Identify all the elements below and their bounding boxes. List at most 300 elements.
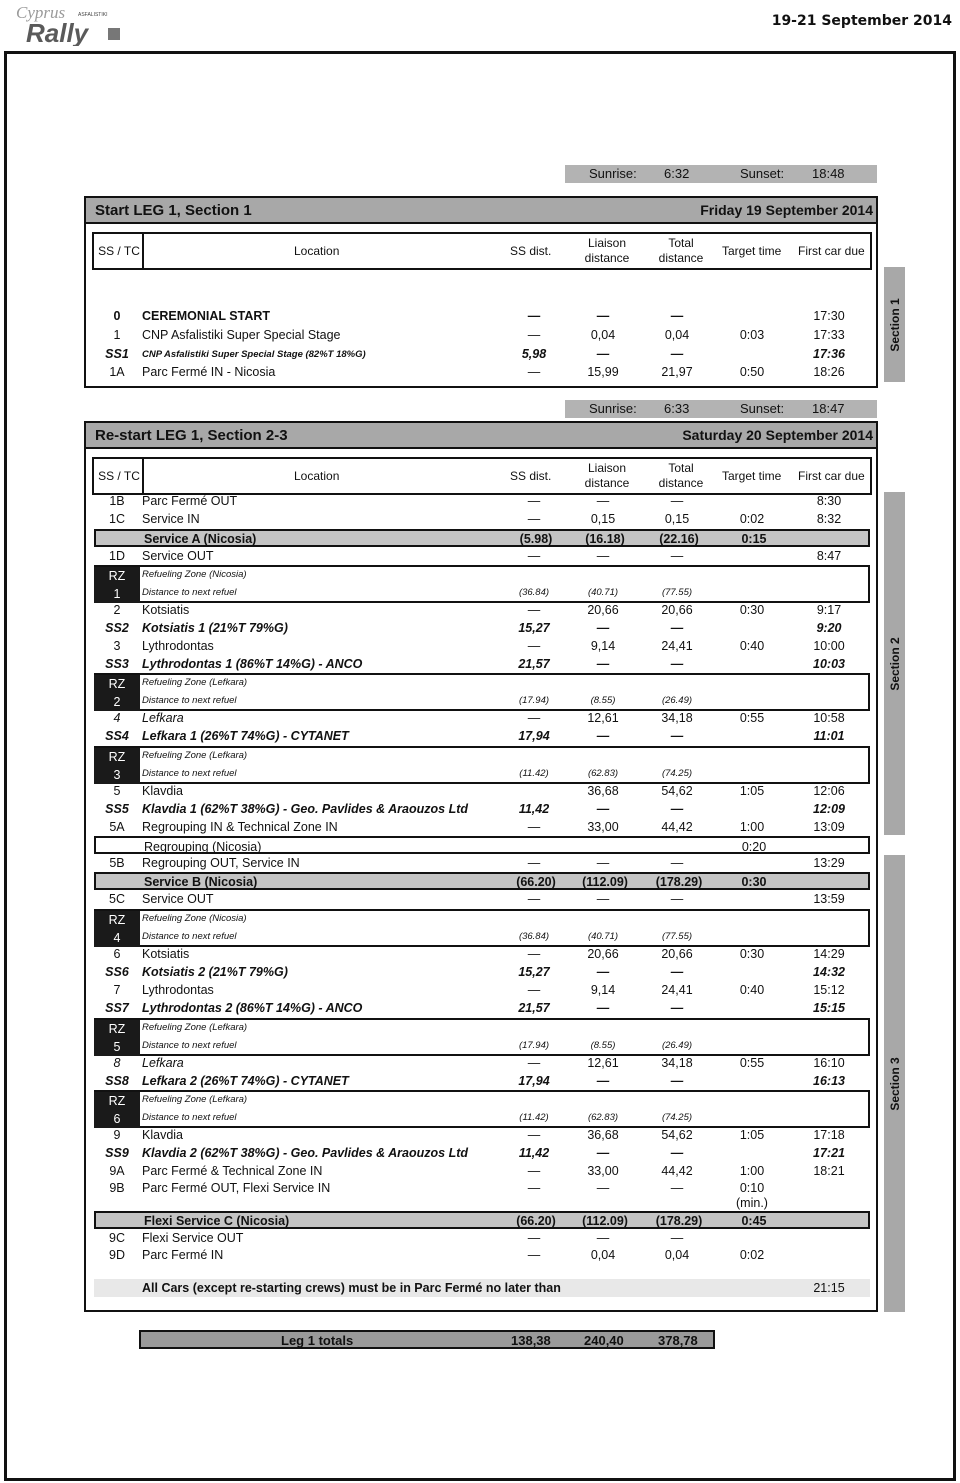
cell-ss: 17,94 — [518, 1074, 550, 1088]
sunrise-time: 6:33 — [664, 401, 690, 416]
cell-li: 12,61 — [587, 711, 619, 725]
cell-fc: 13:09 — [813, 820, 845, 834]
cell-fc: 10:58 — [813, 711, 845, 725]
totals-total: 378,78 — [658, 1333, 698, 1348]
cell-li: (40.71) — [587, 931, 619, 942]
cell-ss: (36.84) — [518, 931, 550, 942]
totals-liaison: 240,40 — [584, 1333, 624, 1348]
logo-sponsor: ASFALISTIKI — [78, 12, 108, 18]
cell-to: 24,41 — [661, 639, 693, 653]
cell-loc: Lythrodontas — [142, 639, 214, 653]
sunrise-label: Sunrise: — [589, 401, 637, 416]
note-text: All Cars (except re-starting crews) must be in Parc Fermé no later than — [142, 1281, 561, 1295]
cell-to: — — [670, 1181, 684, 1195]
cell-loc: Distance to next refuel — [142, 695, 237, 706]
cell-li: — — [596, 802, 610, 816]
cell-li: 20,66 — [587, 603, 619, 617]
cell-to: 54,62 — [661, 1128, 693, 1142]
cell-to: — — [670, 892, 684, 906]
cell-ss: — — [527, 494, 541, 508]
cell-tg: 0:30 — [741, 875, 767, 889]
cell-loc: Kotsiatis 2 (21%T 79%G) — [142, 965, 288, 979]
cell-fc: 8:47 — [816, 549, 842, 563]
cell-to: 0,15 — [664, 512, 690, 526]
cell-tg: 1:05 — [739, 1128, 765, 1142]
cell-no: RZ — [94, 1092, 140, 1110]
cell-loc: Klavdia — [142, 784, 183, 798]
table-row-stage — [94, 963, 870, 981]
refuel-row — [94, 691, 870, 709]
cell-no: 9B — [109, 1181, 125, 1195]
table-row — [94, 547, 870, 565]
column-header — [92, 232, 872, 270]
note-row — [94, 1279, 870, 1297]
cell-ss: — — [527, 603, 541, 617]
cell-fc: 10:03 — [813, 657, 845, 671]
cell-to: (26.49) — [661, 1040, 693, 1051]
cell-ss: 15,27 — [518, 621, 550, 635]
cell-li: — — [596, 892, 610, 906]
cell-ss: — — [527, 1056, 541, 1070]
sunrise-label: Sunrise: — [589, 166, 637, 181]
cell-no: RZ — [94, 911, 140, 929]
section-title: Start LEG 1, Section 1 — [95, 202, 252, 219]
cell-li: 9,14 — [590, 639, 616, 653]
cell-tg: 0:40 — [739, 639, 765, 653]
cell-fc: 15:12 — [813, 983, 845, 997]
column-header — [92, 457, 872, 495]
table-row — [94, 637, 870, 655]
cell-loc: Service OUT — [142, 892, 214, 906]
service-row — [94, 1211, 870, 1229]
cell-ss: 21,57 — [518, 657, 550, 671]
sunset-time: 18:47 — [812, 401, 845, 416]
cell-no: RZ — [94, 567, 140, 585]
cell-li: — — [596, 965, 610, 979]
table-row — [94, 1194, 870, 1212]
cell-tg: 1:00 — [739, 820, 765, 834]
cell-no: 5 — [113, 784, 121, 798]
cell-li: 0,15 — [590, 512, 616, 526]
cell-tg: 0:02 — [739, 512, 765, 526]
cell-ss: — — [527, 1248, 541, 1262]
cell-to: (74.25) — [661, 1112, 693, 1123]
refuel-row — [94, 1036, 870, 1054]
cell-loc: Klavdia 2 (62%T 38%G) - Geo. Pavlides & Araouzos Ltd — [142, 1146, 469, 1160]
table-row — [94, 1054, 870, 1072]
cell-to: (74.25) — [661, 768, 693, 779]
table-row-stage: SS1 CNP Asfalistiki Super Special Stage (82%T 18%G) 5,98 — — 17:36 — [105, 347, 845, 361]
refuel-row — [94, 1090, 870, 1108]
section-title-bar — [86, 198, 876, 224]
cell-to: — — [670, 1001, 684, 1015]
cell-no: 2 — [113, 603, 121, 617]
cell-to: 34,18 — [661, 1056, 693, 1070]
cell-fc: 15:15 — [813, 1001, 845, 1015]
cell-loc: Lefkara 1 (26%T 74%G) - CYTANET — [142, 729, 349, 743]
cell-loc: Kotsiatis — [142, 603, 190, 617]
cell-ss: 15,27 — [518, 965, 550, 979]
table-row — [94, 836, 870, 854]
cell-ss: — — [527, 1231, 541, 1245]
service-row — [94, 872, 870, 890]
cell-to: — — [670, 1231, 684, 1245]
cell-no: 6 — [113, 947, 121, 961]
cell-loc: Service OUT — [142, 549, 214, 563]
cell-tg: (min.) — [736, 1196, 768, 1210]
cell-no: RZ — [94, 748, 140, 766]
cell-to: (77.55) — [661, 931, 693, 942]
cell-fc: 13:29 — [813, 856, 845, 870]
cell-to: (26.49) — [661, 695, 693, 706]
event-date: 19-21 September 2014 — [771, 13, 952, 29]
cell-to: — — [670, 729, 684, 743]
cell-fc: 10:00 — [813, 639, 845, 653]
col-total: Total distance — [658, 236, 704, 265]
cell-ss: (11.42) — [519, 768, 549, 779]
table-row-stage — [94, 655, 870, 673]
cell-to: — — [670, 494, 684, 508]
cell-fc: 8:30 — [816, 494, 842, 508]
cell-ss: — — [527, 711, 541, 725]
cell-no: SS6 — [105, 965, 129, 979]
cell-loc: Distance to next refuel — [142, 587, 237, 598]
col-sstc: SS / TC — [98, 244, 140, 258]
refuel-row — [94, 746, 870, 764]
cell-no: 5 — [94, 1038, 140, 1056]
cell-fc: 11:01 — [813, 729, 845, 743]
cell-fc: 14:32 — [813, 965, 845, 979]
cell-to: 20,66 — [661, 603, 693, 617]
cell-loc: Distance to next refuel — [142, 1112, 237, 1123]
cell-loc: Kotsiatis 1 (21%T 79%G) — [142, 621, 288, 635]
table-row — [94, 1229, 870, 1247]
cell-li: — — [596, 1001, 610, 1015]
cell-ss: — — [527, 892, 541, 906]
cell-tg: 0:55 — [739, 1056, 765, 1070]
refuel-row — [94, 673, 870, 691]
cell-tg: 0:20 — [741, 840, 767, 854]
cell-no: 9C — [109, 1231, 125, 1245]
cell-tg: 0:15 — [741, 532, 767, 546]
col-location: Location — [294, 244, 340, 258]
cell-fc: 13:59 — [813, 892, 845, 906]
cell-ss: (5.98) — [519, 532, 553, 546]
table-row — [94, 492, 870, 510]
cell-no: 2 — [94, 693, 140, 711]
cell-to: 24,41 — [661, 983, 693, 997]
cell-to: (77.55) — [661, 587, 693, 598]
cell-loc: Lefkara — [142, 711, 184, 725]
cell-no: 7 — [113, 983, 121, 997]
table-row — [94, 945, 870, 963]
cell-li: — — [596, 1074, 610, 1088]
cell-loc: Lythrodontas 2 (86%T 14%G) - ANCO — [142, 1001, 363, 1015]
sunset-label: Sunset: — [740, 166, 785, 181]
col-total: Total distance — [658, 461, 704, 490]
cell-no: 5C — [109, 892, 125, 906]
cell-to: — — [670, 1074, 684, 1088]
table-row-stage — [94, 800, 870, 818]
cell-ss: (11.42) — [519, 1112, 549, 1123]
section-tab: Section 1 — [884, 267, 905, 382]
cell-fc: 9:20 — [816, 621, 842, 635]
section-day: Friday 19 September 2014 — [700, 202, 873, 218]
cyprus-rally-logo — [14, 2, 124, 46]
cell-li: (62.83) — [587, 1112, 619, 1123]
refuel-row — [94, 1108, 870, 1126]
cell-li: (40.71) — [587, 587, 619, 598]
table-row: 0 CEREMONIAL START — — — 17:30 — [113, 309, 845, 323]
cell-ss: 11,42 — [518, 1146, 550, 1160]
service-row — [94, 529, 870, 547]
table-row — [94, 782, 870, 800]
cell-no: 4 — [94, 929, 140, 947]
cell-no: 3 — [113, 639, 121, 653]
cell-to: — — [670, 657, 684, 671]
cell-tg: 0:40 — [739, 983, 765, 997]
cell-ss: 21,57 — [518, 1001, 550, 1015]
cell-li: — — [596, 494, 610, 508]
cell-fc: 14:29 — [813, 947, 845, 961]
table-row — [94, 854, 870, 872]
cell-li: — — [596, 729, 610, 743]
cell-loc: Parc Fermé OUT, Flexi Service IN — [142, 1181, 331, 1195]
cell-no: SS8 — [105, 1074, 129, 1088]
table-row — [94, 510, 870, 528]
table-row — [94, 1162, 870, 1180]
cell-li: — — [596, 856, 610, 870]
cell-to: — — [670, 856, 684, 870]
cell-tg: 1:00 — [739, 1164, 765, 1178]
cell-no: 1B — [109, 494, 125, 508]
col-liaison: Liaison distance — [584, 236, 630, 265]
cell-li: (62.83) — [587, 768, 619, 779]
cell-to: — — [670, 802, 684, 816]
cell-no: 9A — [109, 1164, 125, 1178]
cell-loc: Parc Fermé OUT — [142, 494, 238, 508]
cell-loc: Parc Fermé & Technical Zone IN — [142, 1164, 323, 1178]
cell-loc: Regrouping (Nicosia) — [144, 840, 262, 854]
cell-no: 9 — [113, 1128, 121, 1142]
cell-loc: Refueling Zone (Lefkara) — [142, 750, 248, 761]
cell-fc: 18:21 — [813, 1164, 845, 1178]
cell-fc: 12:09 — [813, 802, 845, 816]
note-time: 21:15 — [813, 1281, 845, 1295]
table-row — [94, 818, 870, 836]
sun-times-bar — [565, 165, 877, 183]
cell-li: 0,04 — [590, 1248, 616, 1262]
cell-no: SS5 — [105, 802, 129, 816]
cell-no: SS3 — [105, 657, 129, 671]
cell-tg: 0:02 — [739, 1248, 765, 1262]
section-title: Re-start LEG 1, Section 2-3 — [95, 427, 288, 444]
cell-ss: (36.84) — [518, 587, 550, 598]
cell-fc: 8:32 — [816, 512, 842, 526]
cell-li: 33,00 — [587, 820, 619, 834]
cell-ss: — — [527, 820, 541, 834]
cell-ss: — — [527, 512, 541, 526]
cell-to: — — [670, 965, 684, 979]
table-row — [94, 709, 870, 727]
cell-loc: Refueling Zone (Nicosia) — [142, 913, 247, 924]
table-row — [94, 1126, 870, 1144]
cell-loc: Refueling Zone (Lefkara) — [142, 677, 248, 688]
cell-loc: Lythrodontas — [142, 983, 214, 997]
cell-no: 1 — [94, 585, 140, 603]
cell-li: — — [596, 621, 610, 635]
cell-no: 3 — [94, 766, 140, 784]
sunrise-time: 6:32 — [664, 166, 690, 181]
cell-li: 20,66 — [587, 947, 619, 961]
cell-no: 1D — [109, 549, 125, 563]
cell-fc: 16:13 — [813, 1074, 845, 1088]
cell-tg: 0:30 — [739, 603, 765, 617]
cell-no: 8 — [113, 1056, 121, 1070]
cell-ss: — — [527, 947, 541, 961]
cell-loc: Flexi Service OUT — [142, 1231, 244, 1245]
cell-ss: — — [527, 1164, 541, 1178]
cell-ss: — — [527, 1181, 541, 1195]
cell-to: 44,42 — [661, 820, 693, 834]
cell-li: — — [596, 1146, 610, 1160]
refuel-row — [94, 927, 870, 945]
cell-loc: Refueling Zone (Lefkara) — [142, 1022, 248, 1033]
cell-fc: 12:06 — [813, 784, 845, 798]
cell-fc: 9:17 — [816, 603, 842, 617]
table-row — [94, 981, 870, 999]
col-ssdist: SS dist. — [510, 244, 552, 258]
cell-no: RZ — [94, 675, 140, 693]
table-row — [94, 890, 870, 908]
cell-fc: 17:18 — [813, 1128, 845, 1142]
cell-loc: Parc Fermé IN — [142, 1248, 224, 1262]
table-row — [94, 601, 870, 619]
cell-li: 9,14 — [590, 983, 616, 997]
cell-ss: (17.94) — [518, 695, 550, 706]
cell-ss: (17.94) — [518, 1040, 550, 1051]
cell-li: (8.55) — [590, 695, 616, 706]
cell-to: 34,18 — [661, 711, 693, 725]
cell-li: — — [596, 657, 610, 671]
cell-loc: Refueling Zone (Lefkara) — [142, 1094, 248, 1105]
table-row: 1A Parc Fermé IN - Nicosia — 15,99 21,97 0:50 18:26 — [109, 365, 845, 379]
cell-loc: Distance to next refuel — [142, 768, 237, 779]
cell-to: — — [670, 549, 684, 563]
table-row-stage — [94, 619, 870, 637]
sunset-label: Sunset: — [740, 401, 785, 416]
cell-li: 36,68 — [587, 784, 619, 798]
section-title-bar — [86, 423, 876, 449]
cell-loc: Distance to next refuel — [142, 1040, 237, 1051]
cell-to: — — [670, 621, 684, 635]
section-tab: Section 2 — [884, 492, 905, 835]
cell-no: 4 — [113, 711, 121, 725]
cell-to: 44,42 — [661, 1164, 693, 1178]
cell-loc: Refueling Zone (Nicosia) — [142, 569, 247, 580]
col-firstcar: First car due — [798, 244, 865, 258]
cell-loc: Klavdia — [142, 1128, 183, 1142]
cell-li: — — [596, 549, 610, 563]
cell-loc: Flexi Service C (Nicosia) — [144, 1214, 290, 1228]
cell-to: 0,04 — [664, 1248, 690, 1262]
totals-label: Leg 1 totals — [281, 1333, 354, 1348]
cell-no: SS4 — [105, 729, 129, 743]
table-row-stage — [94, 999, 870, 1017]
section-tab: Section 3 — [884, 855, 905, 1312]
cell-tg: 1:05 — [739, 784, 765, 798]
cell-loc: Kotsiatis — [142, 947, 190, 961]
cell-tg: 0:30 — [739, 947, 765, 961]
cell-to: (22.16) — [659, 532, 699, 546]
col-location: Location — [294, 469, 340, 483]
cell-ss: (66.20) — [516, 875, 556, 889]
logo-text-top: Cyprus — [16, 3, 66, 22]
cell-fc: 17:21 — [813, 1146, 845, 1160]
cell-li: (112.09) — [582, 1214, 628, 1228]
cell-tg: 0:10 — [739, 1181, 765, 1195]
cell-to: (178.29) — [655, 1214, 703, 1228]
cell-li: (16.18) — [585, 532, 625, 546]
cell-li: 12,61 — [587, 1056, 619, 1070]
cell-li: 33,00 — [587, 1164, 619, 1178]
cell-no: SS9 — [105, 1146, 129, 1160]
cell-no: RZ — [94, 1020, 140, 1038]
cell-li: (112.09) — [582, 875, 628, 889]
cell-ss: (66.20) — [516, 1214, 556, 1228]
cell-no: 5B — [109, 856, 125, 870]
cell-li: 36,68 — [587, 1128, 619, 1142]
leg-totals-bar — [139, 1330, 715, 1349]
col-firstcar: First car due — [798, 469, 865, 483]
col-liaison: Liaison distance — [584, 461, 630, 490]
cell-loc: Service B (Nicosia) — [144, 875, 258, 889]
cell-tg: 0:55 — [739, 711, 765, 725]
cell-no: 6 — [94, 1110, 140, 1128]
col-ssdist: SS dist. — [510, 469, 552, 483]
cell-loc: Lythrodontas 1 (86%T 14%G) - ANCO — [142, 657, 363, 671]
cell-to: — — [670, 1146, 684, 1160]
cell-no: SS2 — [105, 621, 129, 635]
cell-ss: — — [527, 639, 541, 653]
cell-to: 20,66 — [661, 947, 693, 961]
totals-ss: 138,38 — [511, 1333, 551, 1348]
col-target: Target time — [722, 469, 782, 483]
cell-ss: — — [527, 1128, 541, 1142]
logo-text-main: Rally — [26, 18, 89, 46]
cell-li: — — [596, 1181, 610, 1195]
cell-loc: Distance to next refuel — [142, 931, 237, 942]
cell-ss: 11,42 — [518, 802, 550, 816]
table-row — [94, 1246, 870, 1264]
cell-loc: Regrouping OUT, Service IN — [142, 856, 300, 870]
cell-loc: Klavdia 1 (62%T 38%G) - Geo. Pavlides & Araouzos Ltd — [142, 802, 469, 816]
cell-loc: Service A (Nicosia) — [144, 532, 257, 546]
cell-no: 1C — [109, 512, 125, 526]
refuel-row — [94, 1018, 870, 1036]
cell-to: (178.29) — [655, 875, 703, 889]
refuel-row — [94, 583, 870, 601]
refuel-row — [94, 764, 870, 782]
cell-ss: — — [527, 549, 541, 563]
cell-ss: — — [527, 856, 541, 870]
refuel-row — [94, 565, 870, 583]
col-sstc: SS / TC — [98, 469, 140, 483]
cell-no: 9D — [109, 1248, 125, 1262]
cell-loc: Regrouping IN & Technical Zone IN — [142, 820, 338, 834]
cell-loc: Service IN — [142, 512, 200, 526]
table-row-stage — [94, 1144, 870, 1162]
